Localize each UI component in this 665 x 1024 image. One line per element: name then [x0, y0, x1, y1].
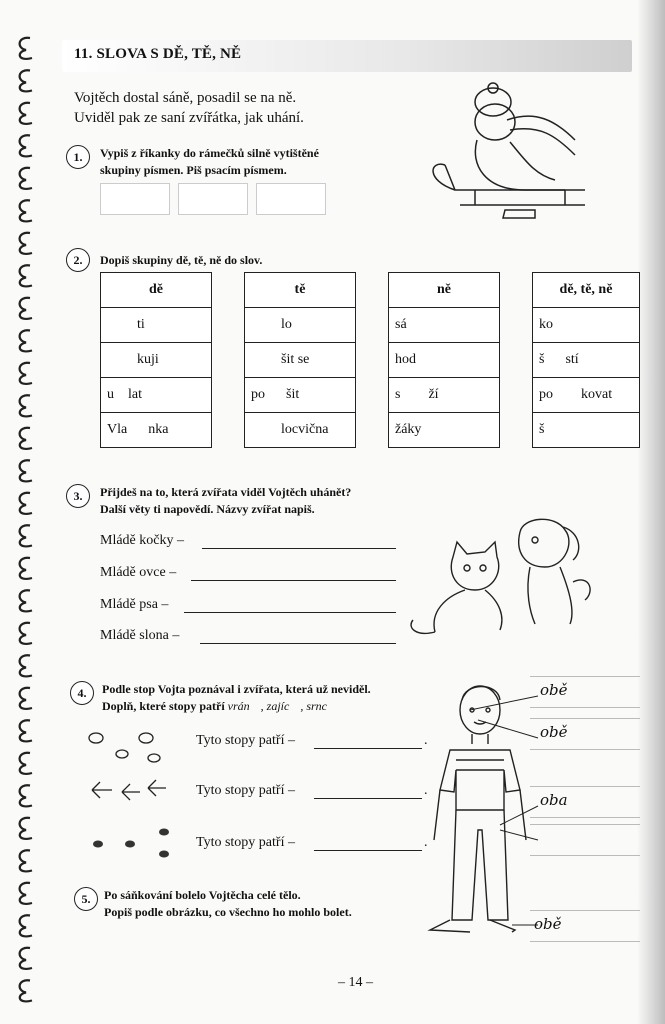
hare-track-icon: [139, 733, 153, 743]
table-header: dě: [101, 273, 212, 308]
answer-line-cat[interactable]: [202, 548, 396, 549]
hare-track-icon: [148, 754, 160, 762]
page-title: 11. SLOVA S DĚ, TĚ, NĚ: [74, 46, 242, 62]
spiral-ring: [20, 460, 32, 481]
spiral-ring: [20, 688, 32, 709]
deer-track-icon: [159, 851, 169, 858]
tracks-row-2: Tyto stopy patří –: [196, 783, 295, 798]
crow-track-icon: [92, 782, 112, 798]
answer-line-sheep[interactable]: [191, 580, 396, 581]
task-4-instructions: [102, 681, 371, 715]
spiral-ring: [20, 915, 32, 936]
task-4-line-2: [102, 698, 371, 715]
answer-box-3[interactable]: [256, 183, 326, 215]
spiral-ring: [20, 980, 32, 1001]
table-cell[interactable]: sá: [389, 308, 500, 343]
tracks-row-1-dot: .: [424, 733, 428, 748]
task-1-line-2: skupiny písmen. Piš psacím písmem.: [100, 163, 287, 177]
animal-question-elephant: Mládě slona –: [100, 628, 180, 643]
table-cell[interactable]: š stí: [533, 343, 640, 378]
deer-track-icon: [125, 841, 135, 848]
spiral-ring: [20, 948, 32, 969]
answer-box-1[interactable]: [100, 183, 170, 215]
spiral-ring: [20, 233, 32, 254]
spiral-ring: [20, 38, 32, 59]
spiral-ring: [20, 395, 32, 416]
spiral-ring: [20, 590, 32, 611]
tracks-row-3-dot: .: [424, 835, 428, 850]
task-4-prefix: Doplň, které stopy patří: [102, 699, 225, 713]
animal-tracks-icons: [82, 728, 182, 868]
task-3-line-2: Další věty ti napovědí. Názvy zvířat napiš.: [100, 502, 315, 516]
spiral-ring: [20, 883, 32, 904]
task-4-number: 4.: [70, 681, 94, 705]
table-cell[interactable]: po kovat: [533, 378, 640, 413]
page-edge-shadow: [637, 0, 665, 1024]
spiral-ring: [20, 168, 32, 189]
deer-track-icon: [93, 841, 103, 848]
table-cell[interactable]: po šit: [245, 378, 356, 413]
task-5-number: 5.: [74, 887, 98, 911]
hare-track-icon: [116, 750, 128, 758]
spiral-ring: [20, 428, 32, 449]
spiral-ring: [20, 558, 32, 579]
crow-track-icon: [148, 780, 166, 796]
spiral-ring: [20, 623, 32, 644]
table-header: dě, tě, ně: [533, 273, 640, 308]
task-3-instructions: [100, 484, 351, 518]
task-4-option-vran: vrán: [227, 699, 250, 713]
rhyme-line-1: Vojtěch dostal sáně, posadil se na ně.: [74, 90, 297, 106]
spiral-ring: [20, 785, 32, 806]
crow-track-icon: [122, 784, 140, 800]
table-de-te-ne: [532, 272, 640, 448]
spiral-ring: [20, 70, 32, 91]
kitten-and-puppy-illustration: [405, 512, 600, 647]
answer-line-elephant[interactable]: [200, 643, 396, 644]
answer-box-2[interactable]: [178, 183, 248, 215]
task-2-number: 2.: [66, 248, 90, 272]
spiral-ring: [20, 525, 32, 546]
hare-track-icon: [89, 733, 103, 743]
spiral-ring: [20, 655, 32, 676]
animal-question-dog: Mládě psa –: [100, 597, 169, 612]
task-1-number: 1.: [66, 145, 90, 169]
label-text-1: obě: [540, 681, 568, 699]
task-5-line-2: Popiš podle obrázku, co všechno ho mohlo bolet.: [104, 905, 352, 919]
tracks-answer-line-3[interactable]: [314, 850, 422, 851]
spiral-ring: [20, 753, 32, 774]
rhyme-line-2: Uviděl pak ze saní zvířátka, jak uhání.: [74, 110, 304, 126]
table-cell[interactable]: u lat: [101, 378, 212, 413]
task-1-instructions: [100, 145, 319, 179]
table-cell[interactable]: locvična: [245, 413, 356, 448]
label-pointer-lines: [470, 690, 550, 930]
deer-track-icon: [159, 829, 169, 836]
table-cell[interactable]: s ží: [389, 378, 500, 413]
task-5-instructions: [104, 887, 352, 921]
table-cell[interactable]: šit se: [245, 343, 356, 378]
table-cell[interactable]: š: [533, 413, 640, 448]
spiral-ring: [20, 493, 32, 514]
label-text-3: oba: [540, 791, 568, 809]
tracks-row-1: Tyto stopy patří –: [196, 733, 295, 748]
task-4-line-1: Podle stop Vojta poznával i zvířata, která už neviděl.: [102, 682, 371, 696]
spiral-ring: [20, 103, 32, 124]
spiral-ring: [20, 200, 32, 221]
task-5-line-1: Po sáňkování bolelo Vojtěcha celé tělo.: [104, 888, 301, 902]
table-cell[interactable]: ti: [101, 308, 212, 343]
table-cell[interactable]: hod: [389, 343, 500, 378]
answer-line-dog[interactable]: [184, 612, 396, 613]
spiral-ring: [20, 330, 32, 351]
boy-on-sled-illustration: [415, 80, 595, 230]
table-ne: [388, 272, 500, 448]
tracks-answer-line-2[interactable]: [314, 798, 422, 799]
spiral-ring: [20, 265, 32, 286]
tracks-answer-line-1[interactable]: [314, 748, 422, 749]
table-header: tě: [245, 273, 356, 308]
task-3-line-1: Přijdeš na to, která zvířata viděl Vojtěch uhánět?: [100, 485, 352, 499]
spiral-ring: [20, 298, 32, 319]
table-cell[interactable]: kuji: [101, 343, 212, 378]
table-de: [100, 272, 212, 448]
animal-question-sheep: Mládě ovce –: [100, 565, 177, 580]
spiral-ring: [20, 818, 32, 839]
task-3-number: 3.: [66, 484, 90, 508]
spiral-ring: [20, 850, 32, 871]
task-4-option-srnc: , srnc: [300, 699, 328, 713]
table-header: ně: [389, 273, 500, 308]
spiral-ring: [20, 720, 32, 741]
task-1-line-1: Vypiš z říkanky do rámečků silně vytištěné: [100, 146, 319, 160]
task-2-instructions: Dopiš skupiny dě, tě, ně do slov.: [100, 253, 263, 267]
spiral-ring: [20, 363, 32, 384]
table-te: [244, 272, 356, 448]
tracks-row-2-dot: .: [424, 783, 428, 798]
table-cell[interactable]: lo: [245, 308, 356, 343]
label-text-2: obě: [540, 723, 568, 741]
tracks-row-3: Tyto stopy patří –: [196, 835, 295, 850]
table-cell[interactable]: Vla nka: [101, 413, 212, 448]
spiral-binding: [8, 28, 48, 1008]
label-text-4: obě: [534, 915, 562, 933]
table-cell[interactable]: ko: [533, 308, 640, 343]
spiral-ring: [20, 135, 32, 156]
page-number: – 14 –: [338, 975, 373, 990]
animal-question-cat: Mládě kočky –: [100, 533, 184, 548]
table-cell[interactable]: žáky: [389, 413, 500, 448]
task-4-option-zajic: , zajíc: [260, 699, 290, 713]
